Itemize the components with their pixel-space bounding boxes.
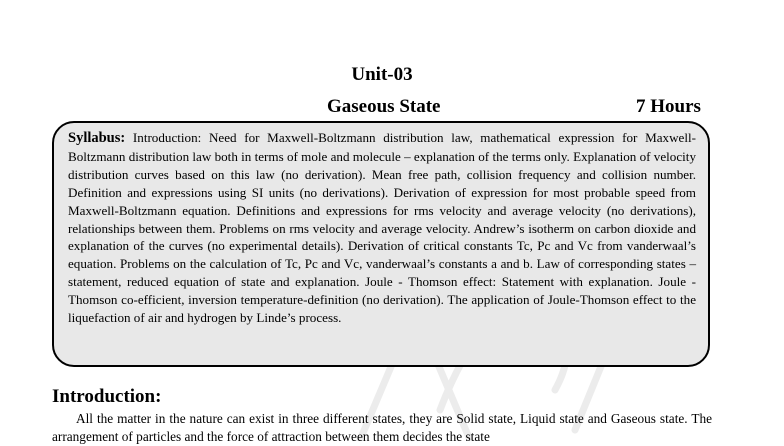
syllabus-label: Syllabus:	[68, 130, 126, 146]
introduction-paragraph: All the matter in the nature can exist in three different states, they are Solid state, Liquid state and Gaseous state. The arrangement of particles and the force of attraction between them decides the state	[52, 411, 712, 444]
syllabus-box	[52, 121, 710, 367]
hours-label: 7 Hours	[636, 96, 701, 117]
syllabus-body: Introduction: Need for Maxwell-Boltzmann distribution law, mathematical expression for Maxwell-Boltzmann distribution law both in terms of mole and molecule – explanation of the terms only. Explanation of velocity distribution curves based on this law (no derivation). Mean free path, collision frequency and collision number. Definition and expressions using SI units (no derivations). Derivation of expression for most probable speed from Maxwell-Boltzmann equation. Definitions and expressions for rms velocity and average velocity (no derivations), relationships between them. Problems on rms velocity and average velocity. Andrew’s isotherm on carbon dioxide and explanation of the curves (no experimental details). Derivation of critical constants Tc, Pc and Vc from vanderwaal’s equation. Problems on the calculation of Tc, Pc and Vc, vanderwaal’s constants a and b. Law of corresponding states – statement, reduced equation of state and explanation. Joule - Thomson effect: Statement with explanation. Joule - Thomson co-efficient, inversion temperature-definition (no derivation). The application of Joule-Thomson effect to the liquefaction of air and hydrogen by Linde’s process.	[68, 130, 696, 326]
unit-title: Unit-03	[351, 64, 413, 85]
introduction-heading: Introduction:	[52, 386, 162, 407]
chapter-title: Gaseous State	[327, 96, 441, 117]
syllabus-paragraph	[68, 129, 696, 327]
